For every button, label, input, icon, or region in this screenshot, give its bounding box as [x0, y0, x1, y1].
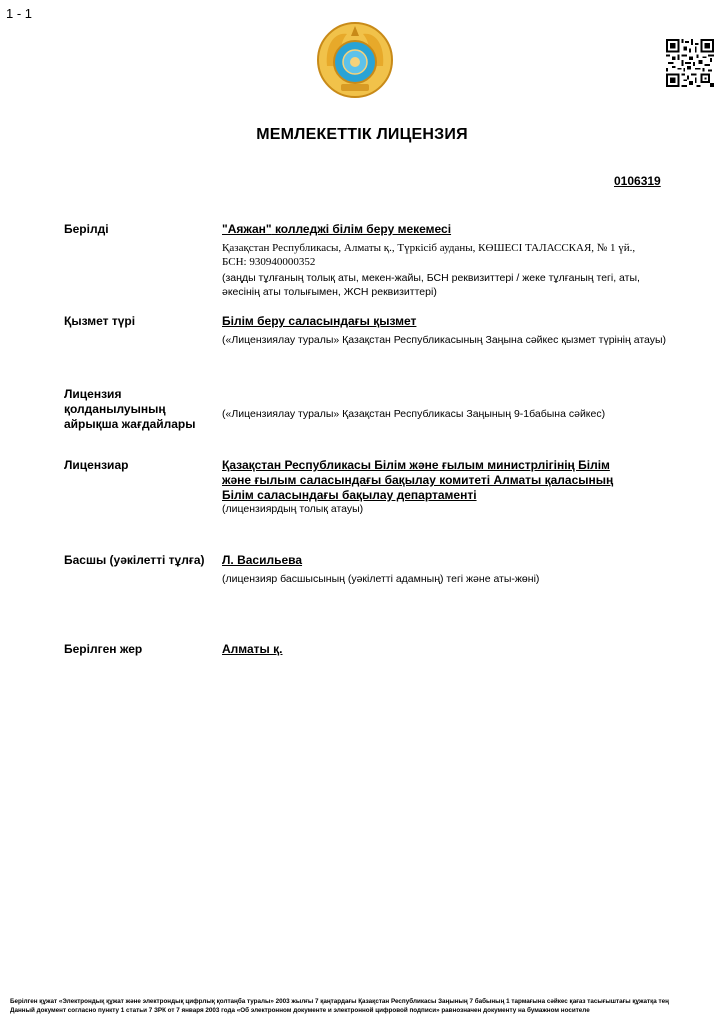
- conditions-label-line: айрықша жағдайлары: [64, 417, 196, 431]
- bin-line: БСН: 930940000352: [222, 255, 316, 268]
- activity-hint: («Лицензиялау туралы» Қазақстан Республикасының Заңына сәйкес қызмет түрінің атауы): [222, 334, 667, 346]
- licensor-hint: (лицензиярдың толық атауы): [222, 503, 364, 515]
- issued-organization: [222, 222, 672, 237]
- footer-line-kazakh: Берілген құжат «Электрондық құжат және электрондық цифрлық қолтаңба туралы» 2003 жылғы 7 қаңтардағы Қазақстан Республикасы Заңының 7 бабының 1 тармағына сәйкес қағаз тасығыштағы құжатқа тең: [10, 998, 669, 1005]
- issued-address: [222, 242, 672, 269]
- footer-line-russian: Данный документ согласно пункту 1 статьи 7 ЗРК от 7 января 2003 года «Об электронном документе и электронной цифровой подписи» равнозначен документу на бумажном носителе: [10, 1007, 590, 1014]
- issued-hint: (заңды тұлғаның толық аты, мекен-жайы, БСН реквизиттері / жеке тұлғаның тегі, аты, әкесінің аты толығымен, ЖСН реквизиттері): [222, 272, 640, 298]
- activity-value: Білім беру саласындағы қызмет: [222, 314, 417, 328]
- licensor-line: Қазақстан Республикасы Білім және ғылым министрлігінің Білім: [222, 458, 610, 472]
- licensor-line: және ғылым саласындағы бақылау комитеті Алматы қаласының: [222, 473, 614, 487]
- legal-footer: [10, 997, 722, 1015]
- issued-label: Берілді: [64, 222, 109, 236]
- page-index: 1 - 1: [6, 6, 33, 21]
- conditions-hint: («Лицензиялау туралы» Қазақстан Республикасы Заңының 9-1бабына сәйкес): [222, 408, 606, 420]
- organization-quote: "Аяжан": [222, 222, 272, 236]
- organization-name: колледжі білім беру мекемесі: [271, 222, 452, 236]
- head-hint: (лицензияр басшысының (уәкілетті адамның) тегі және аты-жөні): [222, 573, 540, 585]
- licensor-label: Лицензиар: [64, 458, 129, 472]
- licensor-value: [222, 458, 672, 503]
- activity-label: Қызмет түрі: [64, 314, 136, 328]
- kazakhstan-state-emblem-icon: [315, 20, 395, 100]
- license-number: 0106319: [614, 174, 661, 188]
- conditions-label: [64, 387, 196, 432]
- document-title: МЕМЛЕКЕТТІК ЛИЦЕНЗИЯ: [256, 126, 468, 143]
- qr-code-icon: [666, 39, 714, 87]
- head-value: Л. Васильева: [222, 553, 303, 567]
- head-label: Басшы (уәкілетті тұлға): [64, 553, 205, 567]
- place-value: Алматы қ.: [222, 642, 283, 656]
- address-line: Қазақстан Республикасы, Алматы қ., Түркісіб ауданы, КӨШЕСІ ТАЛАССКАЯ, № 1 үй.,: [222, 242, 636, 254]
- conditions-label-line: Лицензия: [64, 387, 122, 401]
- licensor-line: Білім саласындағы бақылау департаменті: [222, 488, 477, 502]
- conditions-label-line: қолданылуының: [64, 402, 166, 416]
- place-label: Берілген жер: [64, 642, 143, 656]
